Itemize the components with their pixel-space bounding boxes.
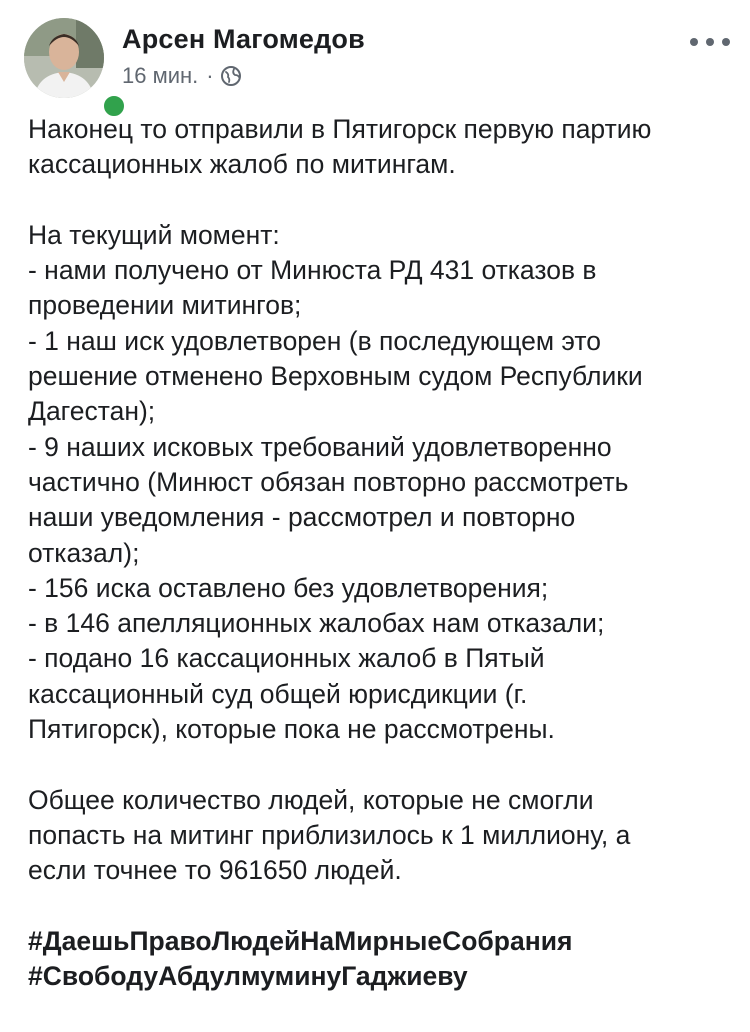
text-line: наши уведомления - рассмотрел и повторно (28, 502, 576, 533)
text-line: кассационных жалоб по митингам. (28, 149, 456, 180)
post-meta (122, 63, 242, 89)
author-name[interactable]: Арсен Магомедов (122, 24, 365, 54)
text-line: - 9 наших исковых требований удовлетворенно (28, 431, 612, 462)
text-line: отказал); (28, 537, 140, 568)
text-line: - нами получено от Минюста РД 431 отказов в (28, 255, 597, 286)
text-line: Общее количество людей, которые не смогли (28, 784, 594, 815)
text-line: - в 146 апелляционных жалобах нам отказали; (28, 608, 605, 639)
post-text (28, 112, 728, 994)
text-line: Дагестан); (28, 396, 156, 427)
text-line: если точнее то 961650 людей. (28, 855, 402, 886)
text-line: частично (Минюст обязан повторно рассмотреть (28, 466, 629, 497)
text-line: - 1 наш иск удовлетворен (в последующем это (28, 325, 601, 356)
text-line: попасть на митинг приблизилось к 1 миллиону, а (28, 819, 631, 850)
author-avatar-container[interactable] (24, 18, 104, 98)
text-line: проведении митингов; (28, 290, 302, 321)
text-line: решение отменено Верховным судом Республики (28, 361, 643, 392)
text-line: - подано 16 кассационных жалоб в Пятый (28, 643, 545, 674)
hashtag-link[interactable]: #СвободуАбдулмуминуГаджиеву (28, 961, 468, 992)
text-line: кассационный суд общей юрисдикции (г. (28, 678, 528, 709)
dot-icon (722, 38, 730, 46)
text-line: Пятигорск), которые пока не рассмотрены. (28, 714, 555, 745)
hashtag-link[interactable]: #ДаешьПравоЛюдейНаМирныеСобрания (28, 925, 573, 956)
more-options-icon[interactable] (690, 30, 730, 54)
dot-icon (690, 38, 698, 46)
meta-separator: · (206, 63, 214, 88)
post-timestamp[interactable]: 16 мин. (122, 63, 199, 88)
text-line: - 156 иска оставлено без удовлетворения; (28, 572, 549, 603)
post-header (0, 0, 750, 110)
dot-icon (706, 38, 714, 46)
text-line: Наконец то отправили в Пятигорск первую партию (28, 114, 652, 144)
text-line: На текущий момент: (28, 219, 280, 250)
author-avatar[interactable] (24, 18, 104, 98)
globe-icon[interactable] (220, 65, 242, 87)
avatar-photo (24, 18, 104, 98)
